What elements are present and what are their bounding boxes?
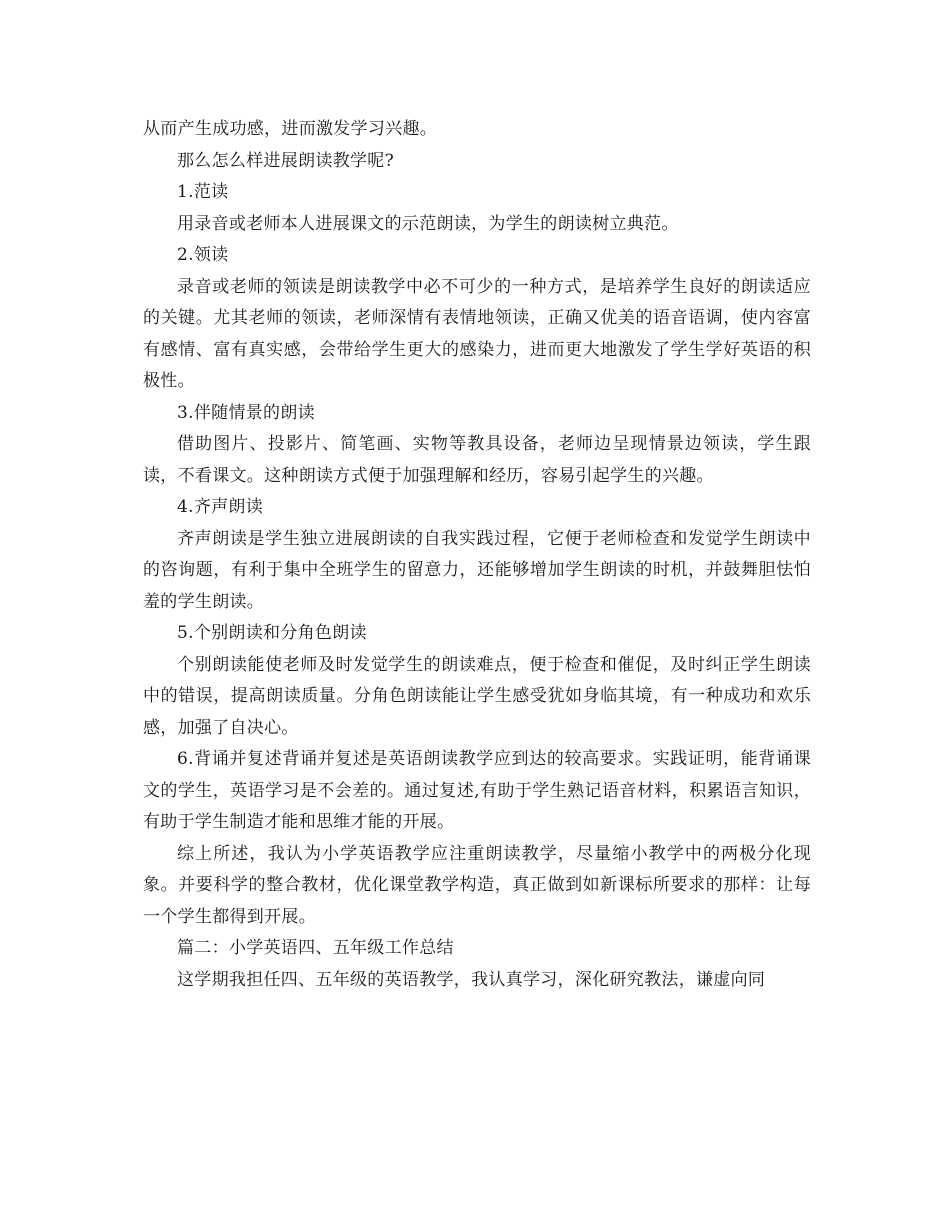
paragraph: 用录音或老师本人进展课文的示范朗读，为学生的朗读树立典范。 xyxy=(177,213,679,234)
paragraph: 齐声朗读是学生独立进展朗读的自我实践过程，它便于老师检查和发觉学生朗读中的咨询题，有利于集中全班学生的留意力，还能够增加学生朗读的时机，并鼓舞胆怯怕羞的学生朗读。 xyxy=(143,528,811,612)
paragraph: 综上所述，我认为小学英语教学应注重朗读教学，尽量缩小教学中的两极分化现象。并要科学的整合教材，优化课堂教学构造，真正做到如新课标所要求的那样：让每一个学生都得到开展。 xyxy=(143,843,811,927)
document-body xyxy=(143,114,811,996)
paragraph: 借助图片、投影片、简笔画、实物等教具设备，老师边呈现情景边领读，学生跟读，不看课文。这种朗读方式便于加强理解和经历，容易引起学生的兴趣。 xyxy=(143,434,811,486)
section-heading: 1.范读 xyxy=(177,182,229,202)
paragraph: 那么怎么样进展朗读教学呢? xyxy=(177,150,395,171)
paragraph: 这学期我担任四、五年级的英语教学，我认真学习，深化研究教法，谦虚向同 xyxy=(177,969,766,990)
section-heading: 4.齐声朗读 xyxy=(177,497,264,517)
paragraph: 6.背诵并复述背诵并复述是英语朗读教学应到达的较高要求。实践证明，能背诵课文的学生，英语学习是不会差的。通过复述,有助于学生熟记语音材料，积累语言知识，有助于学生制造才能和思维才能的开展。 xyxy=(143,749,811,832)
paragraph: 从而产生成功感，进而激发学习兴趣。 xyxy=(143,119,438,139)
paragraph: 个别朗读能使老师及时发觉学生的朗读难点，便于检查和催促，及时纠正学生朗读中的错误，提高朗读质量。分角色朗读能让学生感受犹如身临其境，有一种成功和欢乐感，加强了自决心。 xyxy=(143,654,811,738)
section-heading: 2.领读 xyxy=(177,245,229,265)
paragraph: 录音或老师的领读是朗读教学中必不可少的一种方式，是培养学生良好的朗读适应的关键。尤其老师的领读，老师深情有表情地领读，正确又优美的语音语调，使内容富有感情、富有真实感，会带给学生更大的感染力，进而更大地激发了学生学好英语的积极性。 xyxy=(143,276,811,391)
section-heading: 3.伴随情景的朗读 xyxy=(177,402,315,423)
section-heading: 5.个别朗读和分角色朗读 xyxy=(177,623,367,643)
article-heading: 篇二：小学英语四、五年级工作总结 xyxy=(177,938,454,958)
